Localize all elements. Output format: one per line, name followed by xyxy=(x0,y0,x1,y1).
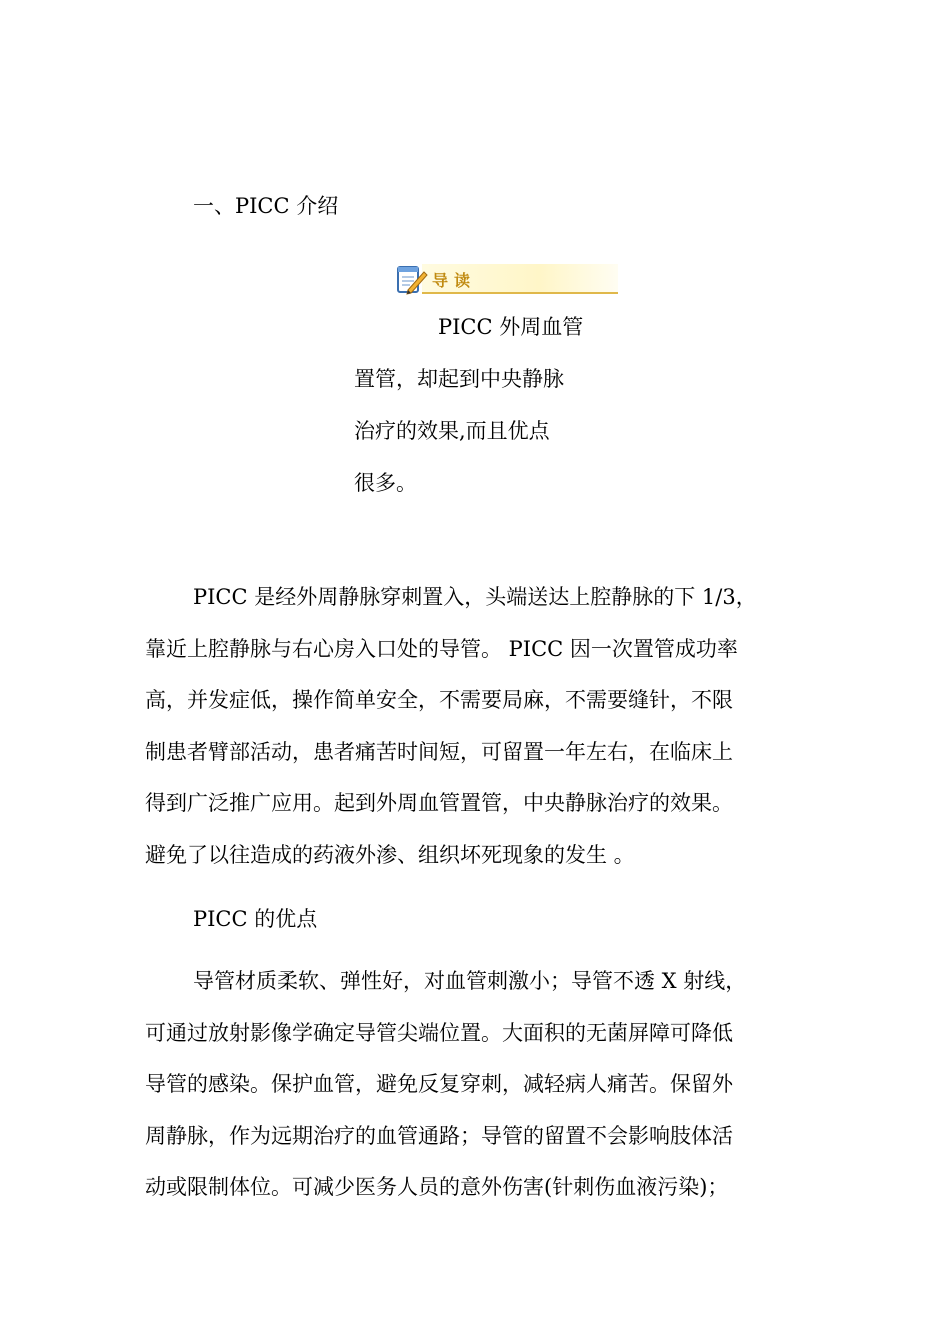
paragraph-line: 高，并发症低，操作简单安全，不需要局麻，不需要缝针，不限 xyxy=(145,688,733,712)
notepad-pencil-icon xyxy=(394,262,428,296)
guide-badge-label: 导读 xyxy=(432,271,477,290)
paragraph-line: 制患者臂部活动，患者痛苦时间短，可留置一年左右，在临床上 xyxy=(145,739,733,764)
paragraph-line: 得到广泛推广应用。起到外周血管置管，中央静脉治疗的效果。 xyxy=(145,791,733,815)
advantages-paragraph xyxy=(145,964,815,1222)
paragraph-line: 动或限制体位。可减少医务人员的意外伤害(针刺伤血液污染)； xyxy=(145,1175,729,1199)
paragraph-line: 导管材质柔软、弹性好，对血管刺激小；导管不透 X 射线， xyxy=(193,969,747,993)
guide-line: 治疗的效果,而且优点 xyxy=(354,419,550,443)
paragraph-line: 可通过放射影像学确定导管尖端位置。大面积的无菌屏障可降低 xyxy=(145,1020,733,1045)
paragraph-line: 靠近上腔静脉与右心房入口处的导管。 PICC 因一次置管成功率 xyxy=(145,636,738,661)
guide-line: 置管，却起到中央静脉 xyxy=(354,367,564,391)
paragraph-line: PICC 是经外周静脉穿刺置入，头端送达上腔静脉的下 1/3， xyxy=(193,585,757,609)
guide-line: 很多。 xyxy=(354,471,417,495)
section-heading: 一、PICC 介绍 xyxy=(193,194,339,218)
guide-line: PICC 外周血管 xyxy=(438,315,584,339)
guide-badge xyxy=(394,262,618,298)
advantages-heading: PICC 的优点 xyxy=(193,907,318,931)
paragraph-line: 导管的感染。保护血管，避免反复穿刺，减轻病人痛苦。保留外 xyxy=(145,1072,733,1096)
intro-paragraph xyxy=(145,580,815,889)
guide-summary xyxy=(354,310,614,518)
paragraph-line: 避免了以往造成的药液外渗、组织坏死现象的发生 。 xyxy=(145,842,635,867)
paragraph-line: 周静脉，作为远期治疗的血管通路；导管的留置不会影响肢体活 xyxy=(145,1123,733,1148)
